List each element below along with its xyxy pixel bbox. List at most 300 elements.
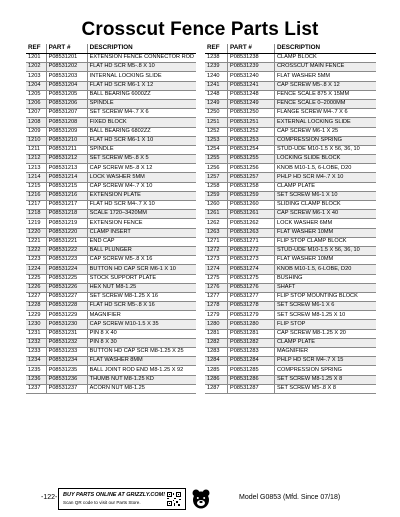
part-number-cell: P08531232 (46, 338, 87, 347)
ref-cell: 1221 (26, 237, 46, 246)
ref-cell: 1231 (26, 329, 46, 338)
ref-cell: 1227 (26, 292, 46, 301)
parts-row (26, 357, 196, 366)
part-number-cell: P08531259 (228, 191, 275, 200)
description-cell: END CAP (87, 237, 196, 246)
description-cell: FENCE SCALE 875 X 15MM (275, 90, 377, 99)
ref-cell: 1250 (205, 109, 228, 118)
part-number-cell: P08531262 (228, 219, 275, 228)
part-number-cell: P08531239 (228, 63, 275, 72)
ref-cell: 1206 (26, 99, 46, 108)
part-number-cell: P08531279 (228, 311, 275, 320)
part-number-cell: P08531278 (228, 302, 275, 311)
part-number-cell: P08531282 (228, 338, 275, 347)
parts-row (26, 265, 196, 274)
part-number-cell: P08531231 (46, 329, 87, 338)
ref-column-header: REF (205, 44, 228, 54)
description-cell: EXTENSION FENCE (87, 219, 196, 228)
parts-row (205, 136, 376, 145)
parts-row (205, 219, 376, 228)
part-number-cell: P08531210 (46, 136, 87, 145)
description-cell: BALL BEARING 6000ZZ (87, 90, 196, 99)
part-number-cell: P08531252 (228, 127, 275, 136)
ref-cell: 1220 (26, 228, 46, 237)
part-number-cell: P08531226 (46, 283, 87, 292)
ref-cell: 1258 (205, 182, 228, 191)
ref-cell: 1230 (26, 320, 46, 329)
description-cell: FLIP STOP MOUNTING BLOCK (275, 292, 377, 301)
ref-cell: 1218 (26, 210, 46, 219)
part-number-cell: P08531206 (46, 99, 87, 108)
ref-cell: 1279 (205, 311, 228, 320)
part-number-cell: P08531223 (46, 256, 87, 265)
parts-table-left-body (26, 54, 196, 394)
ref-cell: 1263 (205, 228, 228, 237)
part-number-column-header: PART # (228, 44, 275, 54)
part-number-cell: P08531234 (46, 357, 87, 366)
parts-row (205, 246, 376, 255)
ref-cell: 1260 (205, 201, 228, 210)
parts-row (205, 274, 376, 283)
description-cell: FLAT WASHER 5MM (275, 72, 377, 81)
ref-cell: 1202 (26, 63, 46, 72)
description-cell: SPINDLE (87, 99, 196, 108)
ref-cell: 1224 (26, 265, 46, 274)
part-number-cell: P08531281 (228, 329, 275, 338)
parts-row (26, 320, 196, 329)
part-number-cell: P08531227 (46, 292, 87, 301)
description-cell: EXTENSION PLATE (87, 191, 196, 200)
ref-cell: 1228 (26, 302, 46, 311)
description-cell: EXTERNAL LOCKING SLIDE (275, 118, 377, 127)
description-cell: SET SCREW M6-1 X 10 (275, 191, 377, 200)
parts-row (26, 311, 196, 320)
description-cell: SET SCREW M8-1.25 X 16 (87, 292, 196, 301)
part-number-cell: P08531235 (46, 366, 87, 375)
parts-row (26, 201, 196, 210)
ref-cell: 1225 (26, 274, 46, 283)
part-number-cell: P08531283 (228, 348, 275, 357)
description-cell: BUSHING (275, 274, 377, 283)
parts-row (205, 320, 376, 329)
ref-cell: 1283 (205, 348, 228, 357)
description-cell: LOCK WASHER 5MM (87, 173, 196, 182)
part-number-cell: P08531272 (228, 246, 275, 255)
part-number-cell: P08531209 (46, 127, 87, 136)
part-number-cell: P08531207 (46, 109, 87, 118)
parts-row (205, 90, 376, 99)
description-cell: CAP SCREW M6-1 X 40 (275, 210, 377, 219)
parts-row (205, 191, 376, 200)
part-number-cell: P08531236 (46, 375, 87, 384)
parts-row (26, 182, 196, 191)
ref-cell: 1209 (26, 127, 46, 136)
ref-cell: 1248 (205, 90, 228, 99)
description-cell: CAP SCREW M5-.8 X 12 (87, 164, 196, 173)
parts-row (26, 366, 196, 375)
ref-cell: 1232 (26, 338, 46, 347)
description-cell: FLAT HD SCR M5-.8 X 10 (87, 63, 196, 72)
page-title: Crosscut Fence Parts List (81, 19, 319, 40)
ref-cell: 1261 (205, 210, 228, 219)
part-number-cell: P08531273 (228, 256, 275, 265)
qr-code-icon[interactable] (166, 491, 182, 507)
part-number-cell: P08531229 (46, 311, 87, 320)
description-column-header: DESCRIPTION (87, 44, 196, 54)
part-number-cell: P08531237 (46, 384, 87, 393)
ref-cell: 1210 (26, 136, 46, 145)
description-cell: SET SCREW M8-1.25 X 10 (275, 311, 377, 320)
ref-cell: 1287 (205, 384, 228, 393)
parts-row (205, 99, 376, 108)
parts-row (26, 81, 196, 90)
parts-row (26, 292, 196, 301)
ref-cell: 1240 (205, 72, 228, 81)
parts-row (205, 145, 376, 154)
parts-store-banner-subtext: Scan QR code to visit our Parts Store. (63, 500, 141, 505)
ref-cell: 1284 (205, 357, 228, 366)
description-cell: SET SCREW M5-.8 X 5 (87, 155, 196, 164)
parts-row (205, 63, 376, 72)
parts-row (26, 274, 196, 283)
ref-cell: 1208 (26, 118, 46, 127)
part-number-cell: P08531254 (228, 145, 275, 154)
part-number-cell: P08531271 (228, 237, 275, 246)
description-cell: PHLP HD SCR M4-.7 X 15 (275, 357, 377, 366)
description-cell: CAP SCREW M6-1 X 25 (275, 127, 377, 136)
part-number-cell: P08531277 (228, 292, 275, 301)
ref-cell: 1274 (205, 265, 228, 274)
description-cell: STOCK SUPPORT PLATE (87, 274, 196, 283)
part-number-cell: P08531213 (46, 164, 87, 173)
description-cell: CAP SCREW M10-1.5 X 35 (87, 320, 196, 329)
parts-row (205, 81, 376, 90)
ref-cell: 1204 (26, 81, 46, 90)
ref-cell: 1222 (26, 246, 46, 255)
part-number-cell: P08531211 (46, 145, 87, 154)
ref-cell: 1237 (26, 384, 46, 393)
part-number-cell: P08531261 (228, 210, 275, 219)
parts-row (26, 219, 196, 228)
part-number-cell: P08531205 (46, 90, 87, 99)
ref-column-header: REF (26, 44, 46, 54)
part-number-cell: P08531260 (228, 201, 275, 210)
part-number-cell: P08531214 (46, 173, 87, 182)
description-cell: SET SCREW M6-1 X 6 (275, 302, 377, 311)
parts-row (205, 210, 376, 219)
parts-row (205, 155, 376, 164)
ref-cell: 1233 (26, 348, 46, 357)
ref-cell: 1259 (205, 191, 228, 200)
ref-cell: 1213 (26, 164, 46, 173)
description-cell: CROSSCUT MAIN FENCE (275, 63, 377, 72)
description-cell: BALL BEARING 6802ZZ (87, 127, 196, 136)
part-number-cell: P08531222 (46, 246, 87, 255)
description-cell: CLAMP BLOCK (275, 54, 377, 63)
description-cell: CAP SCREW M8-1.25 X 20 (275, 329, 377, 338)
page-number: -122- (41, 494, 58, 501)
description-cell: SCALE 1720–3420MM (87, 210, 196, 219)
description-cell: BALL PLUNGER (87, 246, 196, 255)
part-number-cell: P08531285 (228, 366, 275, 375)
ref-cell: 1282 (205, 338, 228, 347)
part-number-cell: P08531203 (46, 72, 87, 81)
description-cell: MAGNIFIER (87, 311, 196, 320)
part-number-cell: P08531220 (46, 228, 87, 237)
description-cell: FENCE SCALE 0–2000MM (275, 99, 377, 108)
parts-row (26, 127, 196, 136)
ref-cell: 1205 (26, 90, 46, 99)
description-cell: SPINDLE (87, 145, 196, 154)
description-cell: FLAT WASHER 10MM (275, 228, 377, 237)
parts-row (205, 118, 376, 127)
ref-cell: 1211 (26, 145, 46, 154)
description-cell: EXTENSION FENCE CONNECTOR ROD (87, 54, 196, 63)
description-cell: STUD-UDE M10-1.5 X 56, 36, 10 (275, 145, 377, 154)
part-number-cell: P08531201 (46, 54, 87, 63)
parts-row (205, 283, 376, 292)
description-cell: CLAMP INSERT (87, 228, 196, 237)
parts-row (26, 256, 196, 265)
parts-store-banner[interactable] (58, 488, 186, 510)
part-number-cell: P08531228 (46, 302, 87, 311)
parts-row (205, 72, 376, 81)
part-number-cell: P08531257 (228, 173, 275, 182)
ref-cell: 1285 (205, 366, 228, 375)
ref-cell: 1252 (205, 127, 228, 136)
part-number-cell: P08531202 (46, 63, 87, 72)
parts-table-right-body (205, 54, 376, 394)
part-number-cell: P08531225 (46, 274, 87, 283)
ref-cell: 1276 (205, 283, 228, 292)
description-column-header: DESCRIPTION (275, 44, 377, 54)
ref-cell: 1251 (205, 118, 228, 127)
ref-cell: 1217 (26, 201, 46, 210)
part-number-cell: P08531233 (46, 348, 87, 357)
part-number-cell: P08531253 (228, 136, 275, 145)
description-cell: INTERNAL LOCKING SLIDE (87, 72, 196, 81)
ref-cell: 1203 (26, 72, 46, 81)
parts-row (26, 63, 196, 72)
part-number-cell: P08531240 (228, 72, 275, 81)
parts-row (205, 54, 376, 63)
parts-row (26, 99, 196, 108)
description-cell: BUTTON HD CAP SCR M6-1 X 10 (87, 265, 196, 274)
description-cell: KNOB M10-1.5, 6-LOBE, D20 (275, 164, 377, 173)
ref-cell: 1201 (26, 54, 46, 63)
ref-cell: 1234 (26, 357, 46, 366)
ref-cell: 1238 (205, 54, 228, 63)
description-cell: THUMB NUT M8-1.25 KD (87, 375, 196, 384)
part-number-cell: P08531219 (46, 219, 87, 228)
parts-row (26, 210, 196, 219)
part-number-cell: P08531224 (46, 265, 87, 274)
ref-cell: 1249 (205, 99, 228, 108)
description-cell: SET SCREW M4-.7 X 6 (87, 109, 196, 118)
part-number-cell: P08531284 (228, 357, 275, 366)
description-cell: SET SCREW M5-.8 X 8 (275, 384, 377, 393)
parts-row (26, 237, 196, 246)
part-number-cell: P08531280 (228, 320, 275, 329)
description-cell: HEX NUT M8-1.25 (87, 283, 196, 292)
ref-cell: 1254 (205, 145, 228, 154)
part-number-cell: P08531255 (228, 155, 275, 164)
ref-cell: 1262 (205, 219, 228, 228)
part-number-cell: P08531218 (46, 210, 87, 219)
description-cell: FLAT HD SCR M6-1 X 10 (87, 136, 196, 145)
ref-cell: 1280 (205, 320, 228, 329)
part-number-cell: P08531238 (228, 54, 275, 63)
table-header-row (26, 44, 196, 54)
description-cell: CLAMP PLATE (275, 338, 377, 347)
model-info: Model G0853 (Mfd. Since 07/18) (239, 494, 341, 501)
ref-cell: 1219 (26, 219, 46, 228)
part-number-cell: P08531241 (228, 81, 275, 90)
parts-row (205, 384, 376, 393)
parts-row (26, 348, 196, 357)
parts-row (26, 118, 196, 127)
ref-cell: 1235 (26, 366, 46, 375)
parts-row (26, 164, 196, 173)
parts-row (26, 283, 196, 292)
part-number-cell: P08531230 (46, 320, 87, 329)
part-number-cell: P08531204 (46, 81, 87, 90)
ref-cell: 1271 (205, 237, 228, 246)
parts-row (26, 338, 196, 347)
parts-row (26, 246, 196, 255)
parts-row (26, 72, 196, 81)
parts-row (26, 375, 196, 384)
ref-cell: 1241 (205, 81, 228, 90)
table-header-row (205, 44, 376, 54)
description-cell: CAP SCREW M4-.7 X 10 (87, 182, 196, 191)
ref-cell: 1229 (26, 311, 46, 320)
parts-row (205, 173, 376, 182)
description-cell: FLAT HD SCR M4-.7 X 10 (87, 201, 196, 210)
part-number-cell: P08531287 (228, 384, 275, 393)
ref-cell: 1286 (205, 375, 228, 384)
description-cell: KNOB M10-1.5, 6-LOBE, D20 (275, 265, 377, 274)
description-cell: FLAT HD SCR M5-.8 X 16 (87, 302, 196, 311)
grizzly-bear-logo-icon (191, 488, 211, 510)
parts-row (205, 292, 376, 301)
description-cell: FLIP STOP (275, 320, 377, 329)
parts-row (205, 237, 376, 246)
part-number-column-header: PART # (46, 44, 87, 54)
parts-row (205, 265, 376, 274)
parts-store-banner-headline: BUY PARTS ONLINE AT GRIZZLY.COM! (63, 492, 166, 498)
parts-row (26, 145, 196, 154)
ref-cell: 1216 (26, 191, 46, 200)
parts-row (205, 329, 376, 338)
description-cell: CLAMP PLATE (275, 182, 377, 191)
parts-row (205, 127, 376, 136)
ref-cell: 1207 (26, 109, 46, 118)
part-number-cell: P08531263 (228, 228, 275, 237)
description-cell: SLIDING CLAMP BLOCK (275, 201, 377, 210)
parts-row (205, 302, 376, 311)
ref-cell: 1215 (26, 182, 46, 191)
description-cell: CAP SCREW M5-.8 X 16 (87, 256, 196, 265)
part-number-cell: P08531276 (228, 283, 275, 292)
part-number-cell: P08531212 (46, 155, 87, 164)
parts-row (26, 173, 196, 182)
ref-cell: 1275 (205, 274, 228, 283)
part-number-cell: P08531256 (228, 164, 275, 173)
parts-row (205, 109, 376, 118)
part-number-cell: P08531251 (228, 118, 275, 127)
parts-row (205, 228, 376, 237)
description-cell: BALL JOINT ROD END M8-1.25 X 92 (87, 366, 196, 375)
description-cell: FIXED BLOCK (87, 118, 196, 127)
ref-cell: 1273 (205, 256, 228, 265)
parts-row (205, 256, 376, 265)
description-cell: CAP SCREW M5-.8 X 12 (275, 81, 377, 90)
part-number-cell: P08531217 (46, 201, 87, 210)
part-number-cell: P08531275 (228, 274, 275, 283)
ref-cell: 1256 (205, 164, 228, 173)
description-cell: FLAT WASHER 8MM (87, 357, 196, 366)
parts-row (205, 182, 376, 191)
description-cell: MAGNIFIER (275, 348, 377, 357)
description-cell: SET SCREW M8-1.25 X 8 (275, 375, 377, 384)
ref-cell: 1277 (205, 292, 228, 301)
description-cell: FLANGE SCREW M4-.7 X 6 (275, 109, 377, 118)
parts-row (26, 54, 196, 63)
parts-row (205, 201, 376, 210)
description-cell: COMPRESSION SPRING (275, 136, 377, 145)
parts-row (205, 357, 376, 366)
part-number-cell: P08531249 (228, 99, 275, 108)
description-cell: BUTTON HD CAP SCR M8-1.25 X 25 (87, 348, 196, 357)
ref-cell: 1255 (205, 155, 228, 164)
ref-cell: 1223 (26, 256, 46, 265)
ref-cell: 1281 (205, 329, 228, 338)
description-cell: FLIP STOP CLAMP BLOCK (275, 237, 377, 246)
ref-cell: 1214 (26, 173, 46, 182)
parts-row (205, 164, 376, 173)
description-cell: STUD-UDE M10-1.5 X 56, 36, 10 (275, 246, 377, 255)
description-cell: COMPRESSION SPRING (275, 366, 377, 375)
part-number-cell: P08531286 (228, 375, 275, 384)
parts-table-left (26, 44, 196, 394)
parts-row (205, 311, 376, 320)
description-cell: ACORN NUT M8-1.25 (87, 384, 196, 393)
ref-cell: 1236 (26, 375, 46, 384)
description-cell: LOCK WASHER 6MM (275, 219, 377, 228)
ref-cell: 1226 (26, 283, 46, 292)
parts-row (26, 109, 196, 118)
parts-row (205, 366, 376, 375)
parts-row (205, 338, 376, 347)
ref-cell: 1272 (205, 246, 228, 255)
ref-cell: 1257 (205, 173, 228, 182)
description-cell: PHLP HD SCR M4-.7 X 10 (275, 173, 377, 182)
part-number-cell: P08531258 (228, 182, 275, 191)
description-cell: PIN 8 X 30 (87, 338, 196, 347)
parts-row (26, 90, 196, 99)
part-number-cell: P08531274 (228, 265, 275, 274)
part-number-cell: P08531221 (46, 237, 87, 246)
description-cell: FLAT WASHER 10MM (275, 256, 377, 265)
part-number-cell: P08531208 (46, 118, 87, 127)
parts-row (26, 384, 196, 393)
part-number-cell: P08531248 (228, 90, 275, 99)
parts-table-right (205, 44, 376, 394)
part-number-cell: P08531250 (228, 109, 275, 118)
description-cell: FLAT HD SCR M6-1 X 12 (87, 81, 196, 90)
parts-row (26, 136, 196, 145)
